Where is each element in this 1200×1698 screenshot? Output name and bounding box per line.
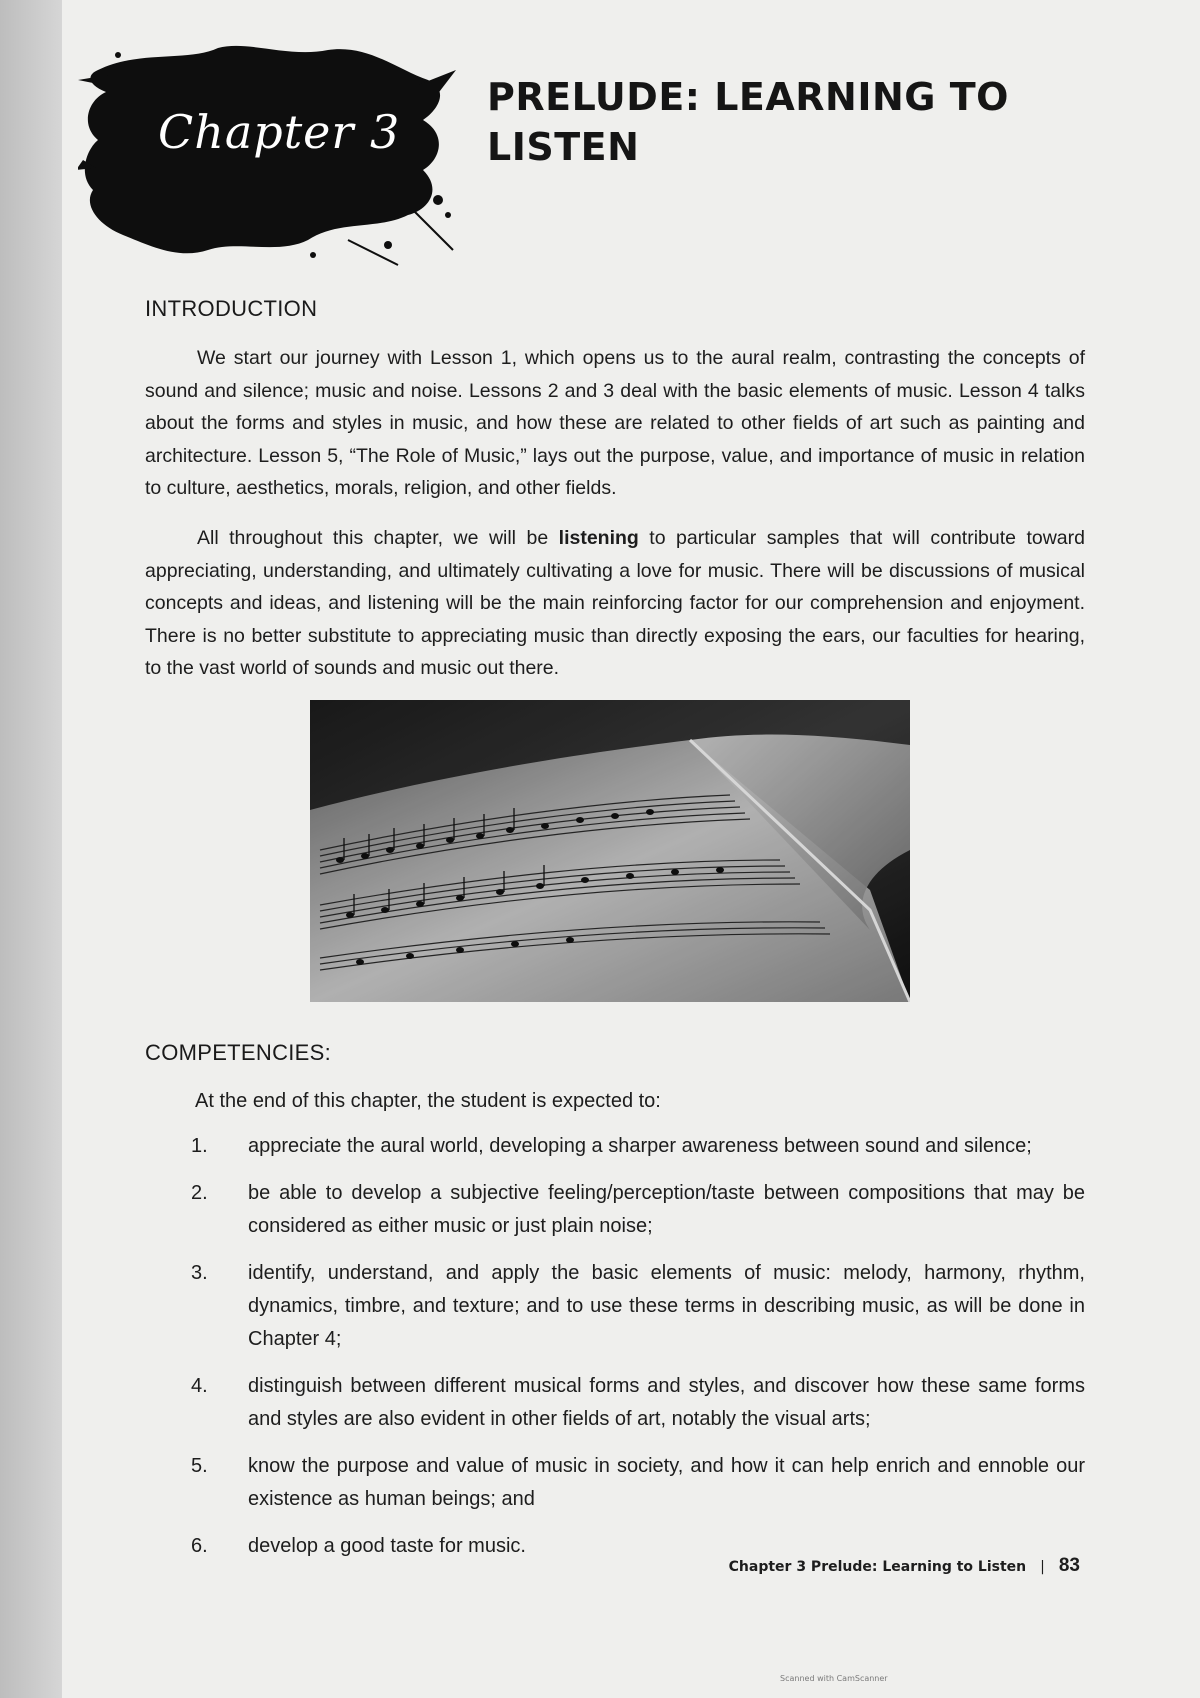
sheet-music-illustration (310, 700, 910, 1002)
footer-separator: | (1040, 1559, 1045, 1575)
page-number: 83 (1058, 1555, 1080, 1576)
sheet-music-photo (310, 700, 910, 1002)
page-gutter-shadow (0, 0, 62, 1698)
chapter-title (487, 72, 1087, 172)
competency-text: appreciate the aural world, developing a sharper awareness between sound and silence; (248, 1135, 1032, 1157)
listening-emphasis: listening (558, 527, 639, 549)
competency-item (145, 1450, 1085, 1516)
paragraph-2-text-start: All throughout this chapter, we will be (197, 527, 559, 549)
running-title: Chapter 3 Prelude: Learning to Listen (728, 1559, 1027, 1575)
competency-number: 1. (191, 1135, 208, 1157)
paragraph-2-text-end: to particular samples that will contribute toward appreciating, understanding, and ultimately cultivating a love for music. There will be discussions of musical concepts and ideas, and listening will be the main reinforcing factor for our comprehension and enjoyment. There is no better substitute to appreciating music than directly exposing the ears, our faculties for hearing, to the vast world of sounds and music out there. (145, 527, 1085, 679)
chapter-badge (78, 40, 458, 270)
competency-text: be able to develop a subjective feeling/perception/taste between compositions that may be considered as either music or just plain noise; (248, 1182, 1085, 1237)
scanner-watermark: Scanned with CamScanner (780, 1674, 888, 1683)
competency-number: 5. (191, 1455, 208, 1477)
introduction-heading: INTRODUCTION (145, 296, 318, 321)
competencies-heading: COMPETENCIES: (145, 1040, 332, 1065)
competency-item (145, 1130, 1085, 1163)
introduction-paragraph-1: We start our journey with Lesson 1, which opens us to the aural realm, contrasting the concepts of sound and silence; music and noise. Lessons 2 and 3 deal with the basic elements of music. Lesson 4 talks about the forms and styles in music, and how these are related to other fields of art such as painting and architecture. Lesson 5, “The Role of Music,” lays out the purpose, value, and importance of music in relation to culture, aesthetics, morals, religion, and other fields. (145, 347, 1085, 499)
competency-number: 2. (191, 1182, 208, 1204)
competency-text: distinguish between different musical forms and styles, and discover how these same forms and styles are also evident in other fields of art, notably the visual arts; (248, 1375, 1085, 1430)
page-footer (729, 1555, 1080, 1577)
chapter-number-label: Chapter 3 (158, 105, 401, 159)
chapter-title-line-2: LISTEN (487, 125, 640, 169)
chapter-title-line-1: PRELUDE: LEARNING TO (487, 75, 1009, 119)
competency-number: 6. (191, 1535, 208, 1557)
competency-item (145, 1177, 1085, 1243)
competency-item (145, 1370, 1085, 1436)
competency-number: 4. (191, 1375, 208, 1397)
competencies-list (145, 1130, 1085, 1577)
competency-text: develop a good taste for music. (248, 1535, 526, 1557)
competency-text: know the purpose and value of music in society, and how it can help enrich and ennoble our existence as human beings; and (248, 1455, 1085, 1510)
competency-item (145, 1257, 1085, 1356)
competencies-lead: At the end of this chapter, the student is expected to: (195, 1090, 661, 1112)
introduction-paragraph-2 (145, 522, 1085, 685)
competency-number: 3. (191, 1262, 208, 1284)
competency-text: identify, understand, and apply the basic elements of music: melody, harmony, rhythm, dynamics, timbre, and texture; and to use these terms in describing music, as will be done in Chapter 4; (248, 1262, 1085, 1350)
